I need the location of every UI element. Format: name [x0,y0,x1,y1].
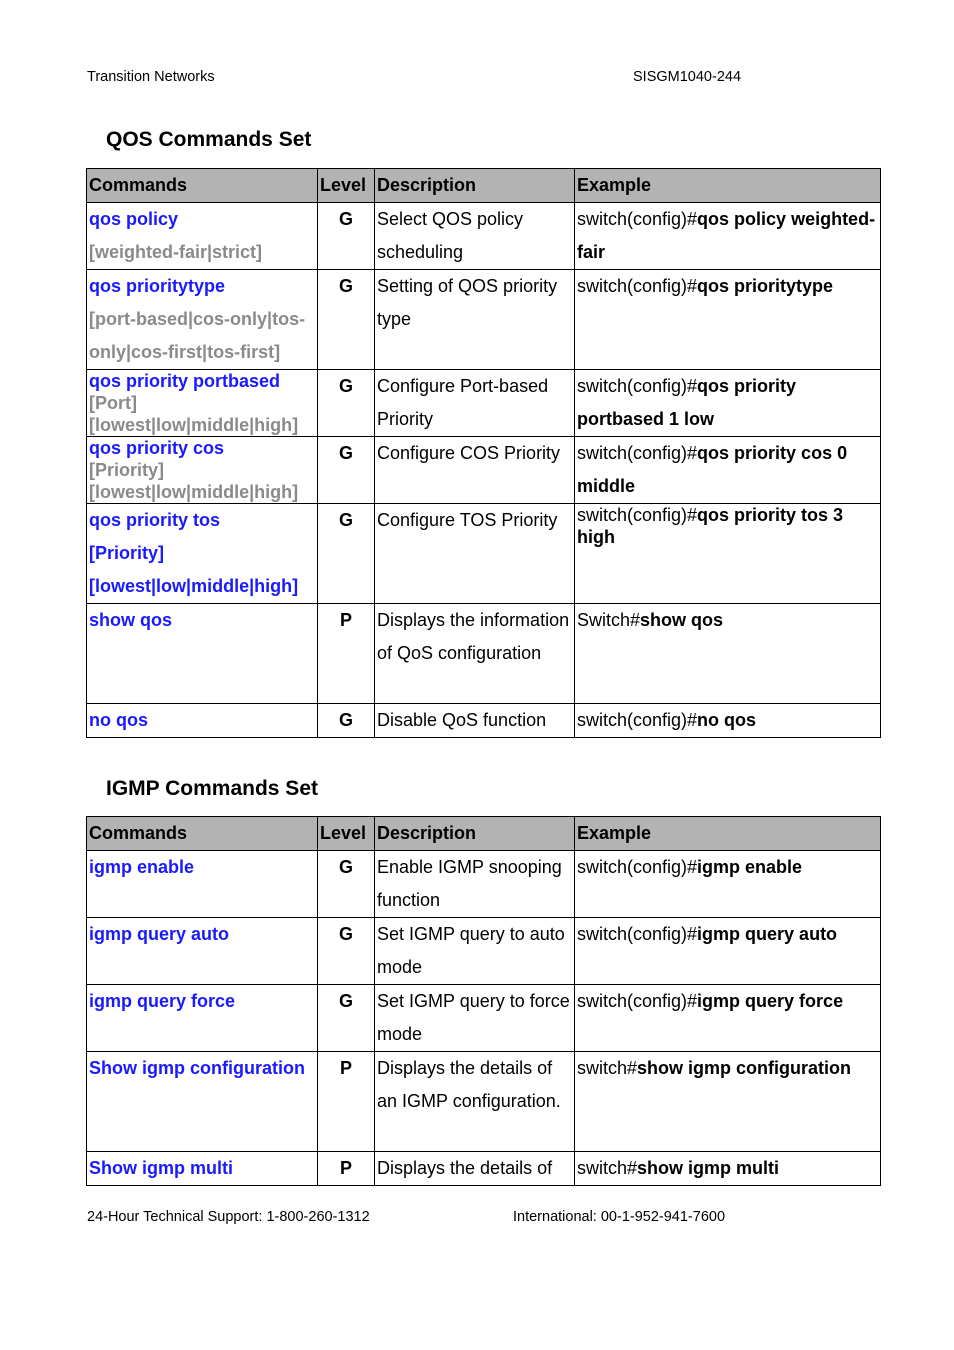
example-cell [575,918,881,985]
level-cell: G [318,270,375,370]
header-model: SISGM1040-244 [633,69,742,85]
level-cell: G [318,851,375,918]
example-prefix: switch# [577,1158,638,1178]
table-row [87,203,881,270]
command-cell [87,1152,318,1186]
example-prefix: switch(config)# [577,443,698,463]
col-header-description: Description [375,817,575,851]
level-cell: G [318,504,375,604]
command-cell [87,370,318,437]
example-cell [575,985,881,1052]
command-name: Show igmp configuration [89,1058,305,1078]
example-cell [575,270,881,370]
example-cell [575,1052,881,1152]
command-args: [Priority][lowest|low|middle|high] [89,460,299,502]
level-cell: G [318,985,375,1052]
col-header-level: Level [318,169,375,203]
table-row [87,985,881,1052]
igmp-section-title: IGMP Commands Set [106,777,318,800]
qos-commands-table [86,168,881,738]
command-name: qos prioritytype [89,276,226,296]
igmp-commands-table [86,816,881,1186]
header-company: Transition Networks [87,69,215,85]
command-cell [87,504,318,604]
table-row [87,1152,881,1186]
example-prefix: switch(config)# [577,209,698,229]
description-cell: Enable IGMP snooping function [375,851,575,918]
command-cell [87,203,318,270]
col-header-commands: Commands [87,169,318,203]
command-name: qos policy [89,209,179,229]
description-cell: Displays the details of [375,1152,575,1186]
description-cell: Disable QoS function [375,704,575,738]
table-header-row [87,169,881,203]
level-cell: G [318,918,375,985]
command-name: Show igmp multi [89,1158,233,1178]
example-command: show igmp configuration [637,1058,852,1078]
command-args: [weighted-fair|strict] [89,242,263,262]
command-cell [87,985,318,1052]
level-cell: G [318,370,375,437]
description-cell: Set IGMP query to force mode [375,985,575,1052]
level-cell: G [318,203,375,270]
col-header-description: Description [375,169,575,203]
level-cell: P [318,604,375,704]
example-prefix: switch(config)# [577,991,698,1011]
description-cell: Displays the information of QoS configuration [375,604,575,704]
example-prefix: switch(config)# [577,376,698,396]
command-name: qos priority cos [89,438,225,458]
example-prefix: switch(config)# [577,276,698,296]
table-row [87,270,881,370]
description-cell: Configure Port-based Priority [375,370,575,437]
example-cell [575,203,881,270]
table-row [87,370,881,437]
description-cell: Setting of QOS priority type [375,270,575,370]
footer-international: International: 00-1-952-941-7600 [513,1209,726,1225]
command-cell [87,918,318,985]
example-prefix: switch(config)# [577,857,698,877]
command-cell [87,437,318,504]
example-prefix: switch# [577,1058,638,1078]
command-cell [87,1052,318,1152]
table-row [87,504,881,604]
command-args: [Port] [lowest|low|middle|high] [89,393,299,435]
example-cell [575,437,881,504]
example-prefix: switch(config)# [577,924,698,944]
example-command: no qos [697,710,757,730]
example-cell [575,851,881,918]
table-row [87,604,881,704]
example-cell [575,504,881,604]
command-name: no qos [89,710,148,730]
table-row [87,851,881,918]
example-command: qos priority cos 0 middle [577,443,848,496]
command-cell [87,270,318,370]
example-cell [575,604,881,704]
example-command: igmp query auto [697,924,838,944]
level-cell: P [318,1052,375,1152]
command-name: qos priority tos [89,510,221,530]
col-header-level: Level [318,817,375,851]
description-cell: Select QOS policy scheduling [375,203,575,270]
example-command: show qos [640,610,724,630]
col-header-example: Example [575,169,881,203]
table-row [87,437,881,504]
example-command: qos policy weighted-fair [577,209,876,262]
table-row [87,918,881,985]
footer-support: 24-Hour Technical Support: 1-800-260-1312 [87,1209,370,1225]
example-prefix: switch(config)# [577,710,698,730]
example-command: qos prioritytype [697,276,834,296]
description-cell: Displays the details of an IGMP configuration. [375,1052,575,1152]
table-row [87,704,881,738]
command-name: igmp query force [89,991,236,1011]
command-args: [Priority][lowest|low|middle|high] [89,543,299,596]
level-cell: P [318,1152,375,1186]
example-cell [575,704,881,738]
col-header-commands: Commands [87,817,318,851]
command-args: [port-based|cos-only|tos-only|cos-first|tos-first] [89,309,306,362]
description-cell: Configure TOS Priority [375,504,575,604]
command-cell [87,851,318,918]
description-cell: Configure COS Priority [375,437,575,504]
example-prefix: switch(config)# [577,505,698,525]
example-command: qos priority tos 3 high [577,505,844,547]
table-header-row [87,817,881,851]
example-prefix: Switch# [577,610,641,630]
col-header-example: Example [575,817,881,851]
example-command: show igmp multi [637,1158,780,1178]
command-name: igmp query auto [89,924,230,944]
command-name: qos priority portbased [89,371,281,391]
example-command: igmp enable [697,857,803,877]
command-cell [87,604,318,704]
command-cell [87,704,318,738]
qos-section-title: QOS Commands Set [106,128,312,151]
example-command: qos priority portbased 1 low [577,376,797,429]
example-command: igmp query force [697,991,844,1011]
command-name: show qos [89,610,173,630]
level-cell: G [318,704,375,738]
example-cell [575,370,881,437]
level-cell: G [318,437,375,504]
example-cell [575,1152,881,1186]
table-row [87,1052,881,1152]
description-cell: Set IGMP query to auto mode [375,918,575,985]
command-name: igmp enable [89,857,195,877]
